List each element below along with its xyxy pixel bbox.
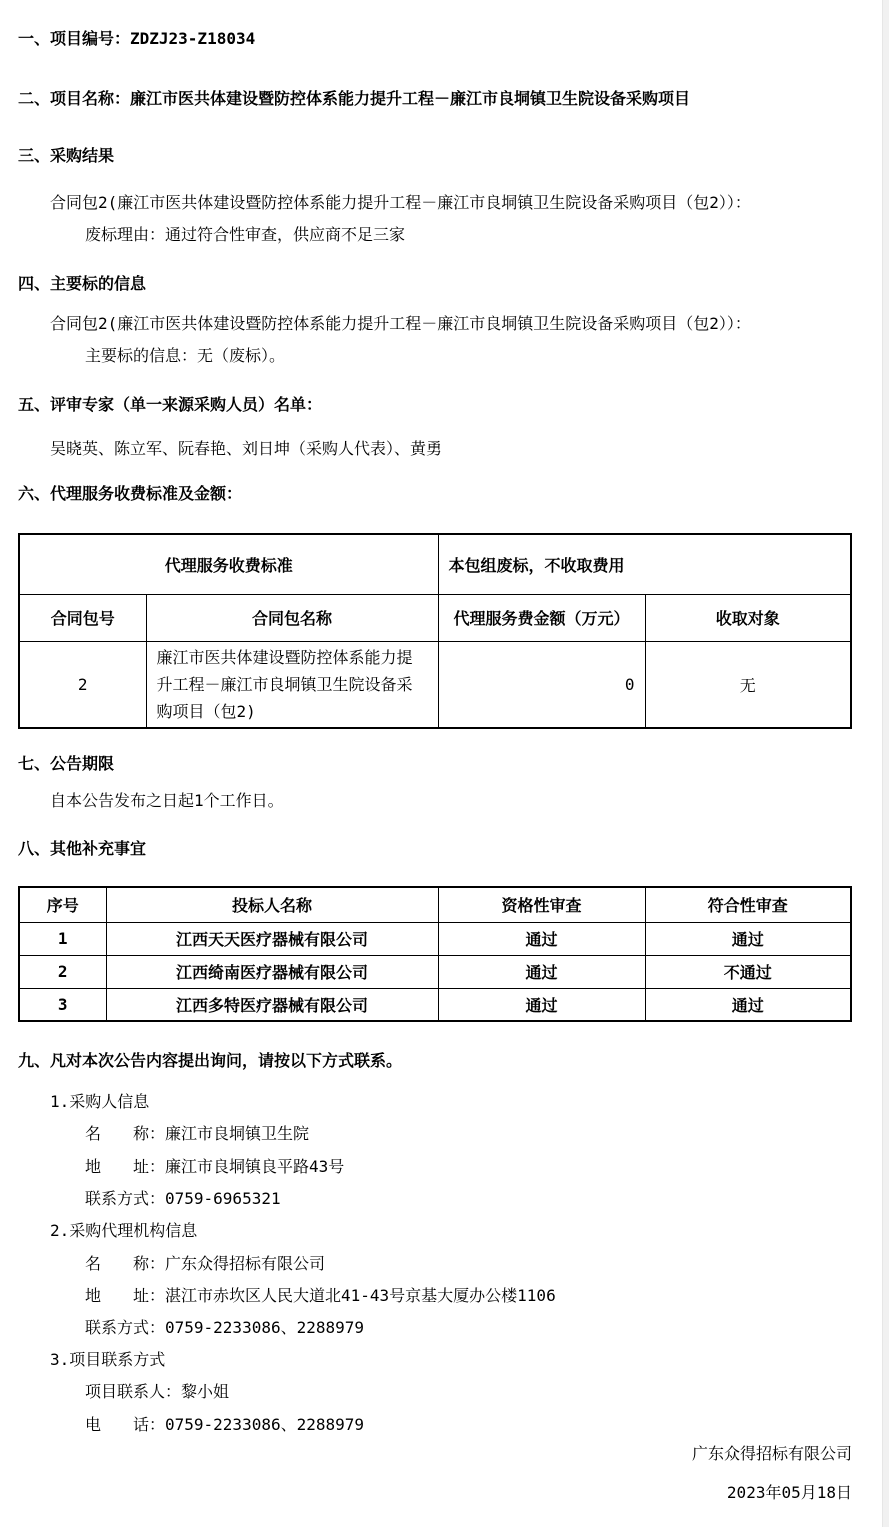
result-package-line: 合同包2(廉江市医共体建设暨防控体系能力提升工程－廉江市良垌镇卫生院设备采购项目（包2））： [50, 193, 751, 212]
bidder-row-conformity: 通过 [645, 922, 851, 955]
table-row [19, 988, 851, 1021]
project-contact-phone-line: 电 话：0759-2233086、2288979 [85, 1415, 365, 1434]
subject-package-line: 合同包2(廉江市医共体建设暨防控体系能力提升工程－廉江市良垌镇卫生院设备采购项目（包2））： [50, 314, 751, 333]
bidder-row-name: 江西绮南医疗器械有限公司 [106, 955, 438, 988]
footer-date: 2023年05月18日 [726, 1483, 852, 1502]
bidder-table-header-row [19, 887, 851, 922]
fee-table-group-header-note: 本包组废标，不收取费用 [438, 534, 851, 594]
section-contact-heading: 九、凡对本次公告内容提出询问，请按以下方式联系。 [18, 1051, 403, 1070]
fee-table-col-package-name: 合同包名称 [146, 594, 438, 641]
agency-phone-line: 联系方式：0759-2233086、2288979 [85, 1318, 365, 1337]
bidder-row-no: 2 [19, 955, 106, 988]
bidder-col-no: 序号 [19, 887, 106, 922]
fee-row-package-name: 廉江市医共体建设暨防控体系能力提升工程－廉江市良垌镇卫生院设备采购项目（包2) [146, 641, 438, 728]
section-agency-fee-heading: 六、代理服务收费标准及金额： [18, 484, 243, 503]
fee-table-group-header-row [19, 534, 851, 594]
scrollbar-track[interactable] [882, 0, 889, 1527]
purchaser-name-line: 名 称：廉江市良垌镇卫生院 [85, 1124, 310, 1143]
section-experts-heading: 五、评审专家（单一来源采购人员）名单： [18, 395, 323, 414]
agency-address-line: 地 址：湛江市赤坎区人民大道北41-43号京基大厦办公楼1106 [85, 1286, 556, 1305]
result-detail-line: 废标理由：通过符合性审查，供应商不足三家 [85, 225, 406, 244]
subject-detail-line: 主要标的信息：无（废标）。 [85, 346, 286, 365]
table-row [19, 955, 851, 988]
section-period-heading: 七、公告期限 [18, 754, 115, 773]
period-body-line: 自本公告发布之日起1个工作日。 [50, 791, 284, 810]
section-result-heading: 三、采购结果 [18, 146, 115, 165]
footer-organization: 广东众得招标有限公司 [691, 1444, 852, 1463]
section-project-name-heading: 二、项目名称：廉江市医共体建设暨防控体系能力提升工程－廉江市良垌镇卫生院设备采购项目 [18, 89, 691, 108]
section-project-number-heading: 一、项目编号：ZDZJ23-Z18034 [18, 29, 256, 48]
agency-fee-table [18, 533, 852, 729]
fee-row-charged-to: 无 [645, 641, 851, 728]
bidder-review-table [18, 886, 852, 1022]
bidder-row-conformity: 通过 [645, 988, 851, 1021]
bidder-row-qualification: 通过 [438, 955, 645, 988]
fee-table-header-row [19, 594, 851, 641]
bidder-row-qualification: 通过 [438, 922, 645, 955]
purchaser-phone-line: 联系方式：0759-6965321 [85, 1189, 281, 1208]
bidder-row-name: 江西天天医疗器械有限公司 [106, 922, 438, 955]
purchaser-info-title: 1.采购人信息 [50, 1092, 150, 1111]
fee-table-col-package-no: 合同包号 [19, 594, 146, 641]
table-row [19, 641, 851, 728]
project-contact-person-line: 项目联系人：黎小姐 [85, 1382, 230, 1401]
table-row [19, 922, 851, 955]
bidder-row-name: 江西多特医疗器械有限公司 [106, 988, 438, 1021]
experts-names-line: 吴晓英、陈立军、阮春艳、刘日坤（采购人代表）、黄勇 [50, 439, 443, 458]
agency-name-line: 名 称：广东众得招标有限公司 [85, 1254, 326, 1273]
section-supplement-heading: 八、其他补充事宜 [18, 839, 147, 858]
purchaser-address-line: 地 址：廉江市良垌镇良平路43号 [85, 1157, 345, 1176]
fee-row-fee-amount: 0 [438, 641, 645, 728]
agency-info-title: 2.采购代理机构信息 [50, 1221, 198, 1240]
bidder-row-no: 1 [19, 922, 106, 955]
bidder-row-conformity: 不通过 [645, 955, 851, 988]
fee-row-package-no: 2 [19, 641, 146, 728]
section-subject-heading: 四、主要标的信息 [18, 274, 147, 293]
bidder-row-qualification: 通过 [438, 988, 645, 1021]
bidder-col-name: 投标人名称 [106, 887, 438, 922]
bidder-col-conformity: 符合性审查 [645, 887, 851, 922]
fee-table-col-charged-to: 收取对象 [645, 594, 851, 641]
project-contact-title: 3.项目联系方式 [50, 1350, 166, 1369]
bidder-row-no: 3 [19, 988, 106, 1021]
fee-table-group-header-standard: 代理服务收费标准 [19, 534, 438, 594]
fee-table-col-fee-amount: 代理服务费金额（万元） [438, 594, 645, 641]
bidder-col-qualification: 资格性审查 [438, 887, 645, 922]
